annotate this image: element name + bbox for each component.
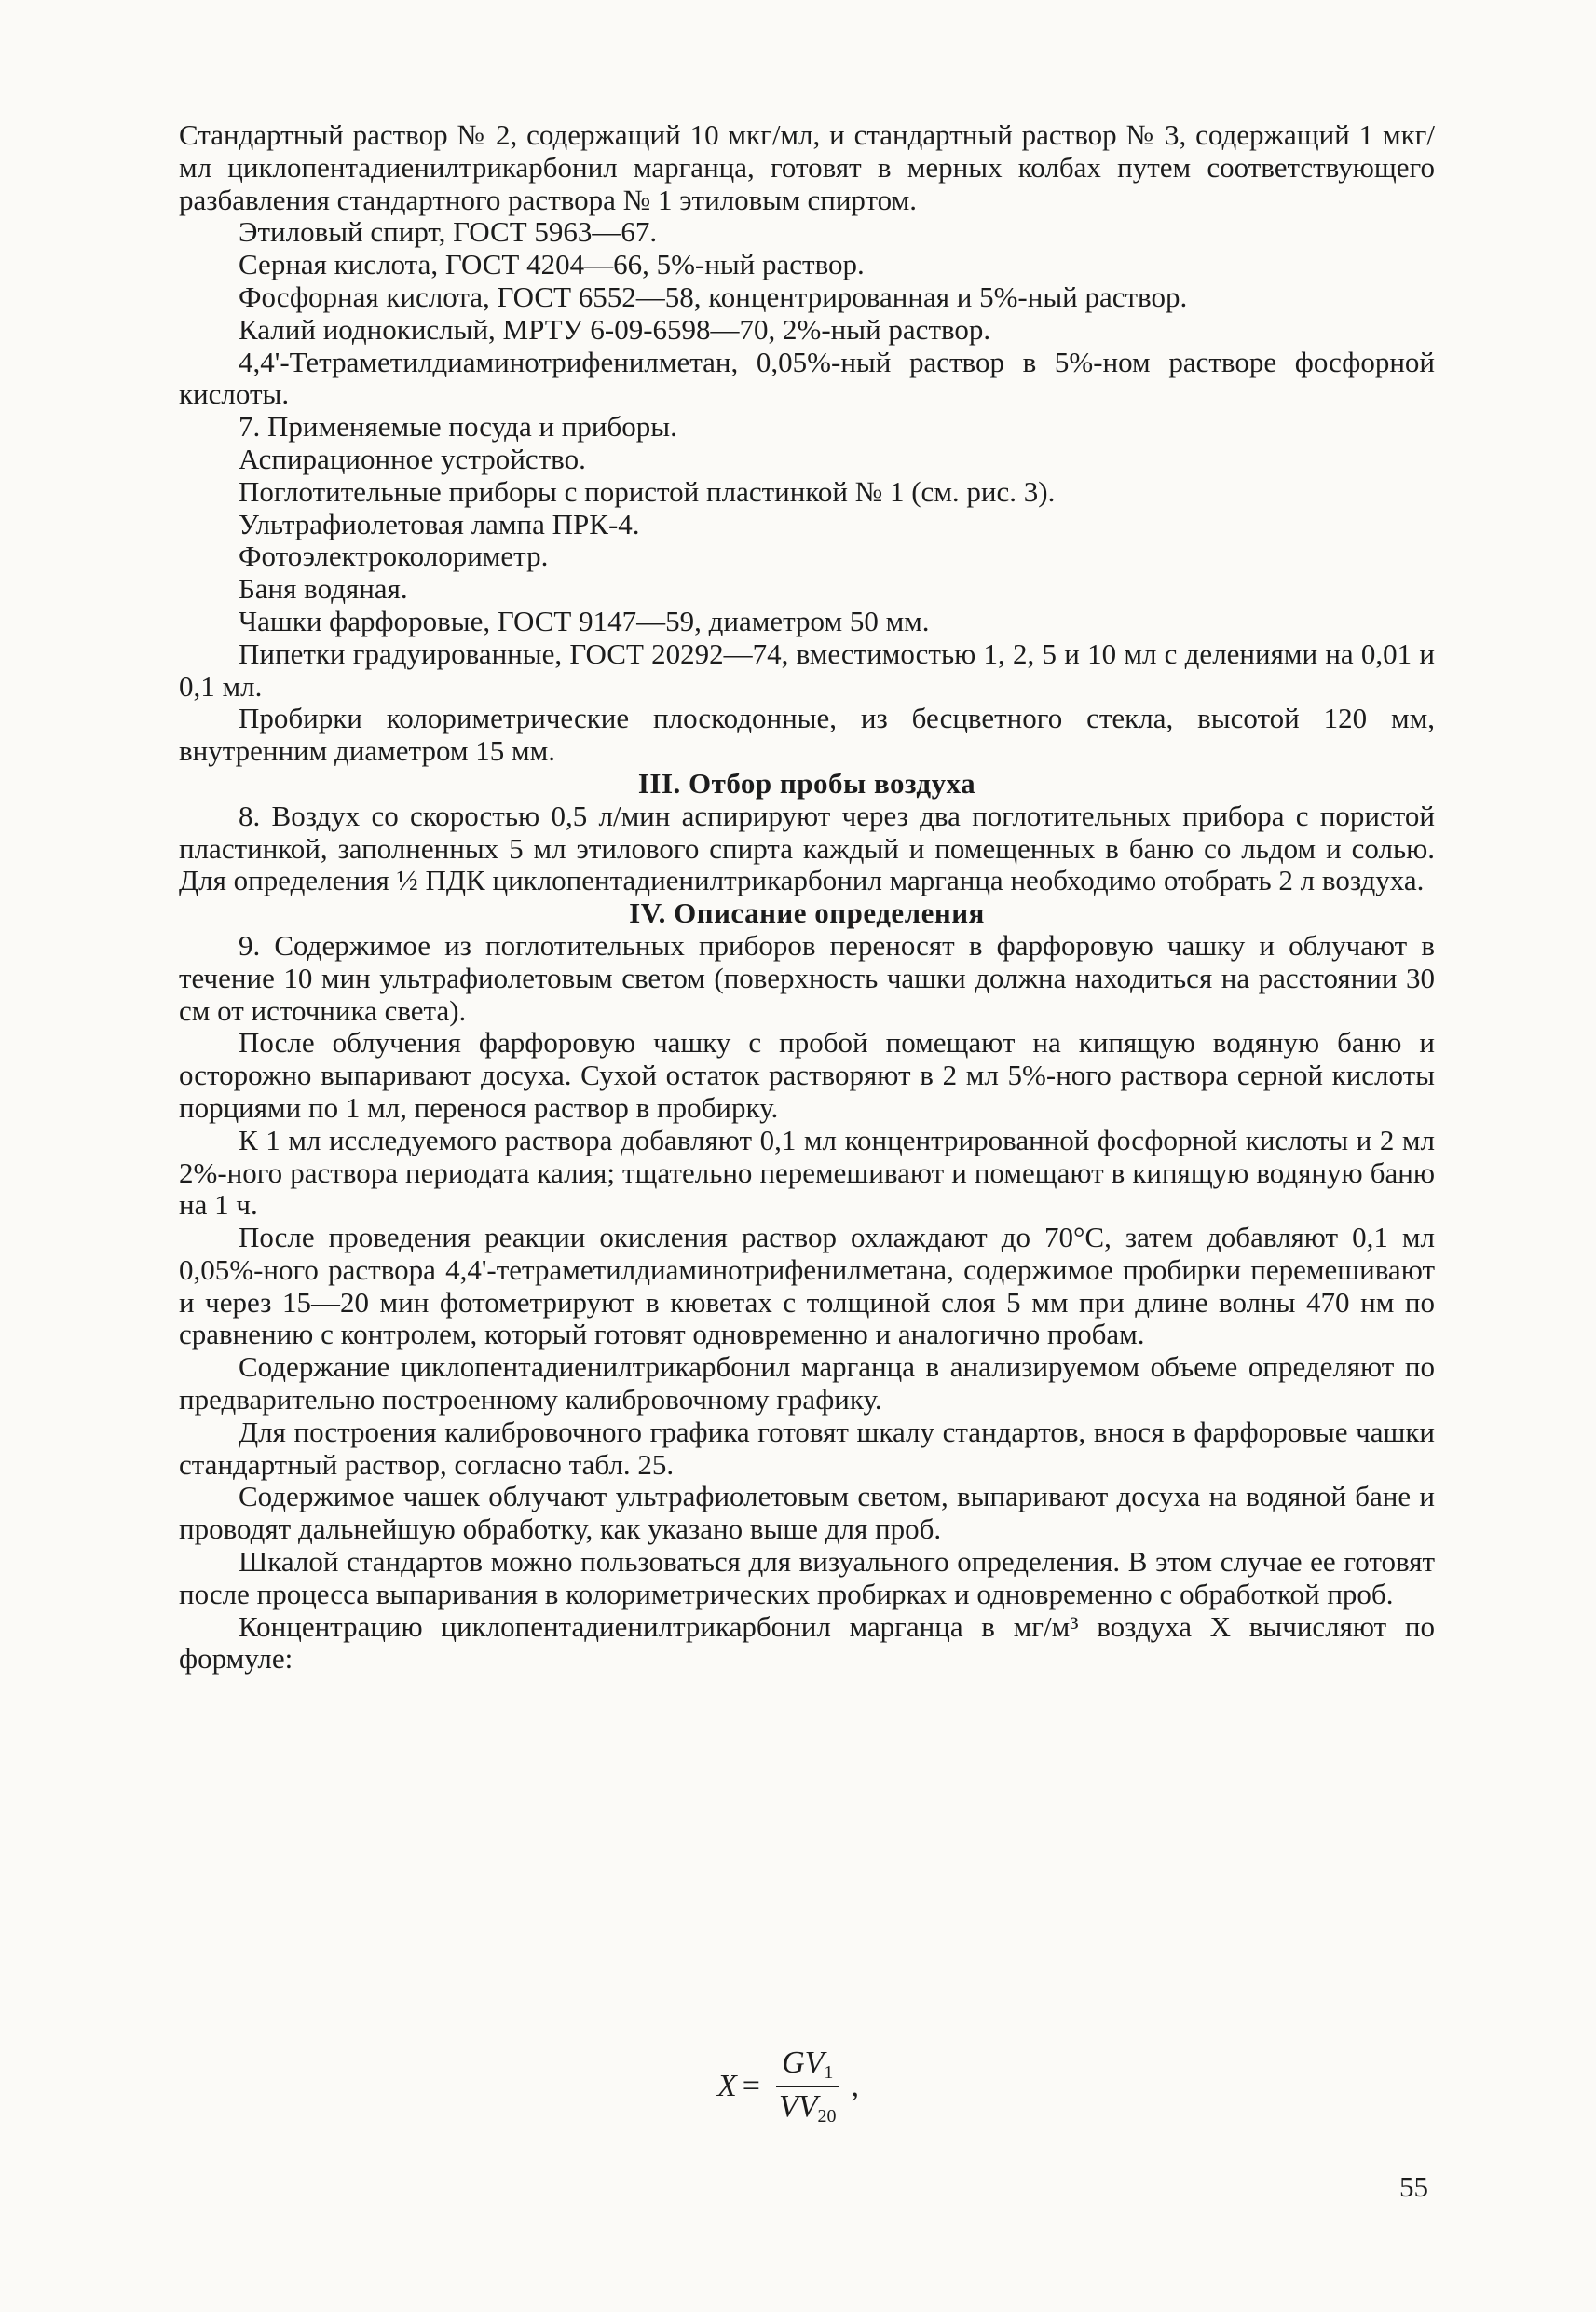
concentration-formula [717, 2045, 859, 2127]
denominator-subscript: 20 [817, 2106, 837, 2127]
section-4-heading: IV. Описание определения [629, 896, 985, 930]
formula-fraction [773, 2045, 842, 2127]
section-4-paragraph-7: Содержимое чашек облучают ультрафиолетовым светом, выпаривают досуха на водяной бане и проводят дальнейшую обработку, как указано выше для проб. [179, 1480, 1435, 1546]
equipment-dishes: Чашки фарфоровые, ГОСТ 9147—59, диаметром 50 мм. [239, 604, 930, 637]
section-4-paragraph-3: К 1 мл исследуемого раствора добавляют 0,1 мл концентрированной фосфорной кислоты и 2 мл 2%-ного раствора периодата калия; тщательно перемешивают и помещают в кипящую водяную баню на 1 ч. [179, 1123, 1435, 1222]
section-4-paragraph-9: Концентрацию циклопентадиенилтрикарбонил марганца в мг/м³ воздуха X вычисляют по формуле: [179, 1609, 1435, 1676]
equipment-water-bath: Баня водяная. [239, 572, 408, 606]
section-4-paragraph-6: Для построения калибровочного графика готовят шкалу стандартов, внося в фарфоровые чашки стандартный раствор, согласно табл. 25. [179, 1415, 1435, 1481]
formula-equals: = [742, 2069, 760, 2103]
formula-numerator [776, 2045, 839, 2087]
body-text [179, 119, 1435, 1676]
denominator-main: VV [778, 2089, 818, 2124]
reagent-ethanol: Этиловый спирт, ГОСТ 5963—67. [239, 215, 658, 249]
equipment-photocolorimeter: Фотоэлектроколориметр. [239, 540, 549, 573]
numerator-subscript: 1 [824, 2062, 834, 2083]
section-4-paragraph-1: 9. Содержимое из поглотительных приборов переносят в фарфоровую чашку и облучают в течение 10 мин ультрафиолетовым светом (поверхность чашки должна находиться на расстоянии 30 см от источника света). [179, 928, 1435, 1027]
section-4-paragraph-8: Шкалой стандартов можно пользоваться для визуального определения. В этом случае ее готовят после процесса выпаривания в колориметрических пробирках и одновременно с обработкой проб. [179, 1545, 1435, 1610]
section-3-paragraph: 8. Воздух со скоростью 0,5 л/мин аспирируют через два поглотительных прибора с пористой пластинкой, заполненных 5 мл этилового спирта каждый и помещенных в баню со льдом и солью. Для определения ½ ПДК циклопентадиенилтрикарбонил марганца необходимо отобрать 2 л воздуха. [179, 799, 1435, 897]
reagent-phosphoric-acid: Фосфорная кислота, ГОСТ 6552—58, концентрированная и 5%-ный раствор. [239, 280, 1188, 313]
equipment-aspirator: Аспирационное устройство. [239, 442, 586, 475]
equipment-tubes: Пробирки колориметрические плоскодонные, из бесцветного стекла, высотой 120 мм, внутренним диаметром 15 мм. [179, 702, 1435, 768]
reagent-tetramethyl: 4,4'-Тетраметилдиаминотрифенилметан, 0,05%-ный раствор в 5%-ном растворе фосфорной кислоты. [179, 345, 1435, 411]
formula-denominator [773, 2087, 842, 2127]
equipment-absorbers: Поглотительные приборы с пористой пластинкой № 1 (см. рис. 3). [239, 474, 1056, 508]
formula-lhs: X [717, 2069, 737, 2103]
numerator-main: GV [782, 2045, 825, 2080]
reagent-sulfuric-acid: Серная кислота, ГОСТ 4204—66, 5%-ный раствор. [239, 248, 865, 281]
equipment-uv-lamp: Ультрафиолетовая лампа ПРК-4. [239, 507, 640, 540]
section-4-paragraph-5: Содержание циклопентадиенилтрикарбонил марганца в анализируемом объеме определяют по предварительно построенному калибровочному графику. [179, 1350, 1435, 1416]
section-4-paragraph-2: После облучения фарфоровую чашку с пробой помещают на кипящую водяную баню и осторожно выпаривают досуха. Сухой остаток растворяют в 2 мл 5%-ного раствора серной кислоты порциями по 1 мл, перенося раствор в пробирку. [179, 1026, 1435, 1124]
equipment-heading: 7. Применяемые посуда и приборы. [239, 410, 677, 444]
page-number: 55 [1399, 2170, 1428, 2203]
reagent-potassium-periodate: Калий иоднокислый, МРТУ 6-09-6598—70, 2%-ный раствор. [239, 312, 991, 346]
section-3-heading: III. Отбор пробы воздуха [637, 766, 976, 800]
section-4-paragraph-4: После проведения реакции окисления раствор охлаждают до 70°С, затем добавляют 0,1 мл 0,05%-ного раствора 4,4'-тетраметилдиаминотрифенилметана, содержимое пробирки перемешивают и через 15—20 мин фотометрируют в кюветах с толщиной слоя 5 мм при длине волны 470 нм по сравнению с контролем, который готовят одновременно и аналогично пробам. [179, 1221, 1435, 1351]
equipment-pipettes: Пипетки градуированные, ГОСТ 20292—74, вместимостью 1, 2, 5 и 10 мл с делениями на 0,01 и 0,1 мл. [179, 636, 1435, 703]
paragraph-standard-solutions: Стандартный раствор № 2, содержащий 10 мкг/мл, и стандартный раствор № 3, содержащий 1 мкг/мл циклопентадиенилтрикарбонил марганца, готовят в мерных колбах путем соответствующего разбавления стандартного раствора № 1 этиловым спиртом. [179, 118, 1435, 216]
formula-comma: , [851, 2069, 860, 2103]
